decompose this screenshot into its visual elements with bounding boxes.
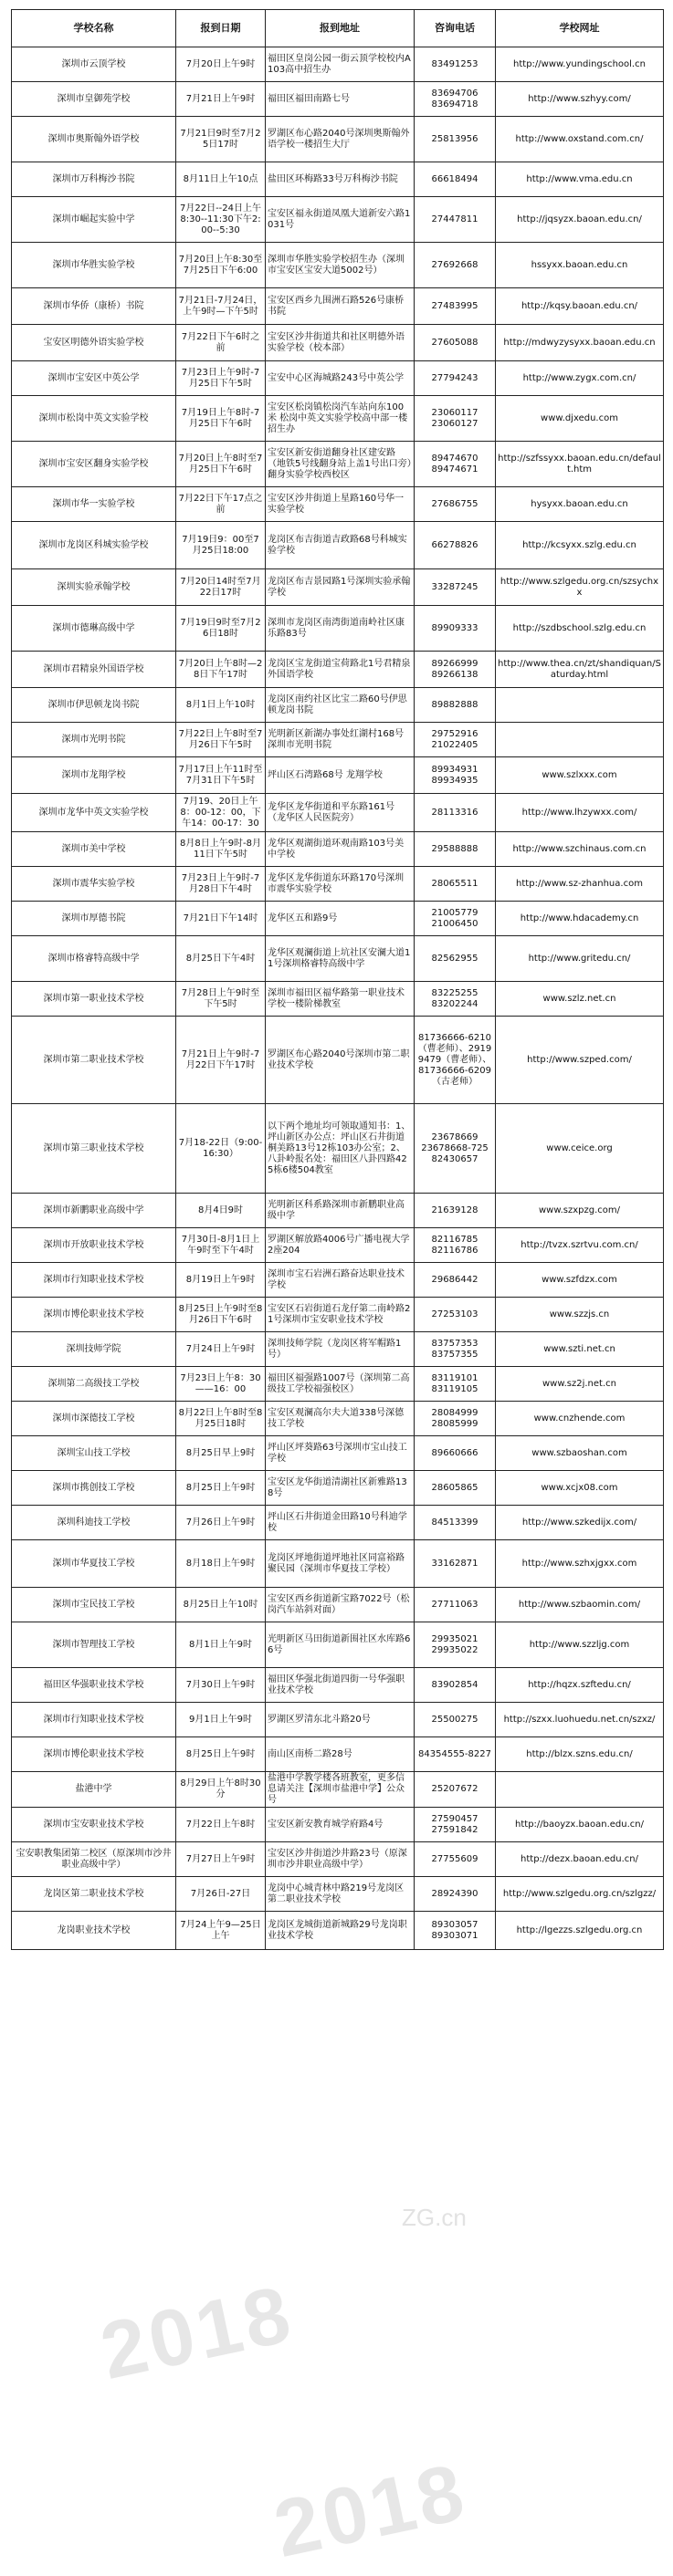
website-cell[interactable]: http://www.szped.com/ bbox=[496, 1017, 664, 1104]
header-report-date: 报到日期 bbox=[176, 10, 266, 47]
phone-cell: 29935021 29935022 bbox=[415, 1622, 496, 1668]
table-row bbox=[12, 936, 664, 982]
report-date-cell: 7月30日上午9时 bbox=[176, 1668, 266, 1703]
table-row bbox=[12, 197, 664, 243]
header-school-name: 学校名称 bbox=[12, 10, 176, 47]
school-name-cell: 深圳市华侨（康桥）书院 bbox=[12, 288, 176, 325]
school-name-cell: 盐港中学 bbox=[12, 1772, 176, 1808]
phone-cell: 25500275 bbox=[415, 1703, 496, 1737]
phone-cell: 29752916 21022405 bbox=[415, 723, 496, 757]
table-row bbox=[12, 288, 664, 325]
school-name-cell: 深圳市格睿特高级中学 bbox=[12, 936, 176, 982]
report-address-cell: 宝安区观澜高尔夫大道338号深德技工学校 bbox=[266, 1402, 415, 1436]
school-name-cell: 深圳市第二职业技术学校 bbox=[12, 1017, 176, 1104]
table-row bbox=[12, 442, 664, 487]
website-cell[interactable]: http://www.szlgedu.org.cn/szsychxx bbox=[496, 569, 664, 606]
report-date-cell: 8月25日早上9时 bbox=[176, 1436, 266, 1471]
report-date-cell: 8月25日上午9时 bbox=[176, 1471, 266, 1506]
school-name-cell: 深圳市德琳高级中学 bbox=[12, 606, 176, 652]
report-date-cell: 7月20日14时至7月22日17时 bbox=[176, 569, 266, 606]
report-date-cell: 7月20日上午8时至7月25日下午6时 bbox=[176, 442, 266, 487]
phone-cell: 27755609 bbox=[415, 1842, 496, 1877]
phone-cell: 89934931 89934935 bbox=[415, 757, 496, 794]
website-cell[interactable]: http://www.zygx.com.cn/ bbox=[496, 361, 664, 396]
website-cell[interactable]: www.szxpzg.com/ bbox=[496, 1194, 664, 1228]
report-date-cell: 7月19日9时至7月26日18时 bbox=[176, 606, 266, 652]
table-header-row bbox=[12, 10, 664, 47]
table-row bbox=[12, 1471, 664, 1506]
report-date-cell: 7月19、20日上午8：00-12：00，下午14：00-17：30 bbox=[176, 794, 266, 832]
report-date-cell: 7月24上午9—25日上午 bbox=[176, 1912, 266, 1950]
report-address-cell: 龙华区龙华街道和平东路161号（龙华区人民医院旁） bbox=[266, 794, 415, 832]
website-cell[interactable]: www.szlz.net.cn bbox=[496, 982, 664, 1017]
school-name-cell: 深圳市皇御苑学校 bbox=[12, 82, 176, 117]
phone-cell: 89266999 89266138 bbox=[415, 652, 496, 688]
watermark-year: 2018 bbox=[266, 2446, 475, 2574]
school-name-cell: 深圳市松岗中英文实验学校 bbox=[12, 396, 176, 442]
school-name-cell: 深圳市第三职业技术学校 bbox=[12, 1104, 176, 1194]
school-name-cell: 深圳科迪技工学校 bbox=[12, 1506, 176, 1540]
report-date-cell: 7月19日9：00至7月25日18:00 bbox=[176, 522, 266, 569]
school-name-cell: 深圳市华胜实验学校 bbox=[12, 243, 176, 288]
website-cell[interactable]: http://www.oxstand.com.cn/ bbox=[496, 117, 664, 162]
phone-cell: 28605865 bbox=[415, 1471, 496, 1506]
school-name-cell: 深圳市龙华中英文实验学校 bbox=[12, 794, 176, 832]
phone-cell: 25207672 bbox=[415, 1772, 496, 1808]
phone-cell: 89882888 bbox=[415, 688, 496, 723]
report-date-cell: 7月23日上午8：30——16：00 bbox=[176, 1367, 266, 1402]
table-row bbox=[12, 1104, 664, 1194]
table-row bbox=[12, 902, 664, 936]
table-row bbox=[12, 1588, 664, 1622]
school-name-cell: 深圳第二高级技工学校 bbox=[12, 1367, 176, 1402]
table-row bbox=[12, 1668, 664, 1703]
website-cell[interactable]: http://www.gritedu.cn/ bbox=[496, 936, 664, 982]
school-name-cell: 深圳市宝安区翻身实验学校 bbox=[12, 442, 176, 487]
website-cell bbox=[496, 723, 664, 757]
phone-cell: 28924390 bbox=[415, 1877, 496, 1912]
school-name-cell: 深圳市光明书院 bbox=[12, 723, 176, 757]
table-row bbox=[12, 569, 664, 606]
school-name-cell: 福田区华强职业技术学校 bbox=[12, 1668, 176, 1703]
school-name-cell: 深圳市宝民技工学校 bbox=[12, 1588, 176, 1622]
table-row bbox=[12, 1228, 664, 1263]
table-row bbox=[12, 1506, 664, 1540]
school-name-cell: 宝安区明德外语实验学校 bbox=[12, 325, 176, 361]
table-body bbox=[12, 47, 664, 1950]
phone-cell: 27794243 bbox=[415, 361, 496, 396]
report-date-cell: 9月1日上午9时 bbox=[176, 1703, 266, 1737]
report-address-cell: 深圳市龙岗区南湾街道南岭社区康乐路83号 bbox=[266, 606, 415, 652]
phone-cell: 89660666 bbox=[415, 1436, 496, 1471]
table-row bbox=[12, 325, 664, 361]
website-cell[interactable]: http://www.szhxjgxx.com bbox=[496, 1540, 664, 1588]
school-name-cell: 深圳市开放职业技术学校 bbox=[12, 1228, 176, 1263]
website-cell[interactable]: http://www.szchinaus.com.cn bbox=[496, 832, 664, 867]
report-date-cell: 8月25日下午4时 bbox=[176, 936, 266, 982]
report-date-cell: 8月22日上午8时至8月25日18时 bbox=[176, 1402, 266, 1436]
table-row bbox=[12, 1402, 664, 1436]
report-address-cell: 罗湖区解放路4006号广播电视大学2座204 bbox=[266, 1228, 415, 1263]
school-name-cell: 龙岗区第二职业技术学校 bbox=[12, 1877, 176, 1912]
report-date-cell: 7月22日--24日上午8:30--11:30下午2:00--5:30 bbox=[176, 197, 266, 243]
website-cell[interactable]: www.ceice.org bbox=[496, 1104, 664, 1194]
report-address-cell: 罗湖区布心路2040号深圳奥斯翰外语学校一楼招生大厅 bbox=[266, 117, 415, 162]
report-date-cell: 7月27日上午9时 bbox=[176, 1842, 266, 1877]
report-address-cell: 龙岗区南约社区比宝二路60号伊思顿龙岗书院 bbox=[266, 688, 415, 723]
report-address-cell: 宝安区沙井街道上星路160号华一实验学校 bbox=[266, 487, 415, 522]
report-date-cell: 7月18-22日（9:00-16:30） bbox=[176, 1104, 266, 1194]
school-name-cell: 深圳市崛起实验中学 bbox=[12, 197, 176, 243]
website-cell[interactable]: http://hqzx.szftedu.cn/ bbox=[496, 1668, 664, 1703]
report-address-cell: 深圳市宝石岩洲石路奋达职业技术学校 bbox=[266, 1263, 415, 1298]
table-row bbox=[12, 396, 664, 442]
report-address-cell: 龙华区五和路9号 bbox=[266, 902, 415, 936]
report-date-cell: 7月26日-27日 bbox=[176, 1877, 266, 1912]
phone-cell: 23678669 23678668-725 82430657 bbox=[415, 1104, 496, 1194]
report-address-cell: 龙华区龙华街道东环路170号深圳市震华实验学校 bbox=[266, 867, 415, 902]
report-date-cell: 8月25日上午10时 bbox=[176, 1588, 266, 1622]
phone-cell: 84513399 bbox=[415, 1506, 496, 1540]
school-name-cell: 深圳市美中学校 bbox=[12, 832, 176, 867]
report-date-cell: 8月11日上午10点 bbox=[176, 162, 266, 197]
phone-cell: 28113316 bbox=[415, 794, 496, 832]
website-cell[interactable]: www.szbaoshan.com bbox=[496, 1436, 664, 1471]
school-name-cell: 龙岗职业技术学校 bbox=[12, 1912, 176, 1950]
report-address-cell: 宝安区西乡九围洲石路526号康桥书院 bbox=[266, 288, 415, 325]
report-address-cell: 龙岗区布吉街道吉政路68号科城实验学校 bbox=[266, 522, 415, 569]
school-name-cell: 深圳市伊思顿龙岗书院 bbox=[12, 688, 176, 723]
phone-cell: 28065511 bbox=[415, 867, 496, 902]
website-cell[interactable]: http://www.szbaomin.com/ bbox=[496, 1588, 664, 1622]
phone-cell: 29588888 bbox=[415, 832, 496, 867]
report-date-cell: 7月22日上午8时至7月26日下午5时 bbox=[176, 723, 266, 757]
table-row bbox=[12, 723, 664, 757]
report-address-cell: 坪山区石湾路68号 龙翔学校 bbox=[266, 757, 415, 794]
website-cell[interactable]: http://szdbschool.szlg.edu.cn bbox=[496, 606, 664, 652]
website-cell[interactable]: http://www.yundingschool.cn bbox=[496, 47, 664, 82]
table-row bbox=[12, 652, 664, 688]
table-row bbox=[12, 1194, 664, 1228]
phone-cell: 81736666-6210（曹老师）、29199479（曹老师）、81736666-6209（古老师） bbox=[415, 1017, 496, 1104]
school-name-cell: 深圳市华一实验学校 bbox=[12, 487, 176, 522]
report-date-cell: 8月8日上午9时-8月11日下午5时 bbox=[176, 832, 266, 867]
website-cell[interactable]: http://lgezzs.szlgedu.org.cn bbox=[496, 1912, 664, 1950]
report-date-cell: 7月20日上午9时 bbox=[176, 47, 266, 82]
table-row bbox=[12, 1017, 664, 1104]
phone-cell: 66278826 bbox=[415, 522, 496, 569]
table-row bbox=[12, 1877, 664, 1912]
report-address-cell: 坪山区坪葵路63号深圳市宝山技工学校 bbox=[266, 1436, 415, 1471]
table-row bbox=[12, 1842, 664, 1877]
phone-cell: 83491253 bbox=[415, 47, 496, 82]
table-row bbox=[12, 982, 664, 1017]
report-date-cell: 7月21日-7月24日，上午9时—下午5时 bbox=[176, 288, 266, 325]
phone-cell: 27253103 bbox=[415, 1298, 496, 1332]
phone-cell: 84354555-8227 bbox=[415, 1737, 496, 1772]
report-address-cell: 龙岗区布吉景园路1号深圳实验承翰学校 bbox=[266, 569, 415, 606]
report-address-cell: 宝安区新安街道翻身社区建安路（地铁5号线翻身站上盖1号出口旁）翻身实验学校西校区 bbox=[266, 442, 415, 487]
phone-cell: 27447811 bbox=[415, 197, 496, 243]
phone-cell: 89303057 89303071 bbox=[415, 1912, 496, 1950]
phone-cell: 83225255 83202244 bbox=[415, 982, 496, 1017]
phone-cell: 89474670 89474671 bbox=[415, 442, 496, 487]
phone-cell: 28084999 28085999 bbox=[415, 1402, 496, 1436]
school-name-cell: 深圳市君精泉外国语学校 bbox=[12, 652, 176, 688]
report-address-cell: 福田区福强路1007号（深圳第二高级技工学校福强校区） bbox=[266, 1367, 415, 1402]
website-cell[interactable]: http://www.szhyy.com/ bbox=[496, 82, 664, 117]
website-cell[interactable]: http://www.thea.cn/zt/shandiquan/Saturday.html bbox=[496, 652, 664, 688]
website-cell[interactable]: http://www.szzljg.com bbox=[496, 1622, 664, 1668]
report-address-cell: 福田区皇岗公园一街云顶学校校内A103高中招生办 bbox=[266, 47, 415, 82]
report-address-cell: 罗湖区罗清东北斗路20号 bbox=[266, 1703, 415, 1737]
report-address-cell: 宝安中心区海城路243号中英公学 bbox=[266, 361, 415, 396]
school-name-cell: 深圳市龙翔学校 bbox=[12, 757, 176, 794]
report-address-cell: 龙华区观澜街道上坑社区安澜大道11号深圳格睿特高级中学 bbox=[266, 936, 415, 982]
report-address-cell: 宝安区石岩街道石龙仔第二南岭路21号深圳市宝安职业技术学校 bbox=[266, 1298, 415, 1332]
report-address-cell: 深圳市华胜实验学校招生办（深圳市宝安区宝安大道5002号） bbox=[266, 243, 415, 288]
report-date-cell: 8月4日9时 bbox=[176, 1194, 266, 1228]
website-cell[interactable]: www.szzjs.cn bbox=[496, 1298, 664, 1332]
phone-cell: 27686755 bbox=[415, 487, 496, 522]
school-name-cell: 深圳市新鹏职业高级中学 bbox=[12, 1194, 176, 1228]
report-date-cell: 8月1日上午10时 bbox=[176, 688, 266, 723]
website-cell[interactable]: www.szfdzx.com bbox=[496, 1263, 664, 1298]
website-cell[interactable]: http://tvzx.szrtvu.com.cn/ bbox=[496, 1228, 664, 1263]
report-date-cell: 8月1日上午9时 bbox=[176, 1622, 266, 1668]
report-address-cell: 深圳市福田区福华路第一职业技术学校一楼阶梯教室 bbox=[266, 982, 415, 1017]
report-date-cell: 7月20日上午8:30至7月25日下午6:00 bbox=[176, 243, 266, 288]
table-row bbox=[12, 1772, 664, 1808]
report-date-cell: 7月19日上午8时-7月25日下午6时 bbox=[176, 396, 266, 442]
table-row bbox=[12, 1912, 664, 1950]
table-row bbox=[12, 794, 664, 832]
report-date-cell: 7月26日上午9时 bbox=[176, 1506, 266, 1540]
report-address-cell: 盐田区环梅路33号万科梅沙书院 bbox=[266, 162, 415, 197]
report-date-cell: 7月21日下午14时 bbox=[176, 902, 266, 936]
table-row bbox=[12, 1808, 664, 1842]
table-row bbox=[12, 82, 664, 117]
report-date-cell: 8月19日上午9时 bbox=[176, 1263, 266, 1298]
report-date-cell: 7月22日下午6时之前 bbox=[176, 325, 266, 361]
watermark-site: ZG.cn bbox=[402, 2204, 467, 2231]
website-cell[interactable]: www.sz2j.net.cn bbox=[496, 1367, 664, 1402]
report-date-cell: 8月25日上午9时至8月26日下午6时 bbox=[176, 1298, 266, 1332]
table-row bbox=[12, 867, 664, 902]
report-date-cell: 8月18日上午9时 bbox=[176, 1540, 266, 1588]
table-row bbox=[12, 757, 664, 794]
phone-cell: 33162871 bbox=[415, 1540, 496, 1588]
report-address-cell: 光明新区新湖办事处红湖村168号深圳市光明书院 bbox=[266, 723, 415, 757]
table-row bbox=[12, 162, 664, 197]
table-row bbox=[12, 487, 664, 522]
phone-cell: 27483995 bbox=[415, 288, 496, 325]
table-row bbox=[12, 688, 664, 723]
website-cell[interactable]: http://jqsyzx.baoan.edu.cn/ bbox=[496, 197, 664, 243]
website-cell[interactable]: www.szlxxx.com bbox=[496, 757, 664, 794]
report-address-cell: 宝安区松岗镇松岗汽车站向东100米 松岗中英文实验学校高中部一楼招生办 bbox=[266, 396, 415, 442]
school-name-cell: 深圳技师学院 bbox=[12, 1332, 176, 1367]
website-cell bbox=[496, 688, 664, 723]
website-cell bbox=[496, 1772, 664, 1808]
school-name-cell: 深圳实验承翰学校 bbox=[12, 569, 176, 606]
report-address-cell: 光明新区马田街道新围社区水库路66号 bbox=[266, 1622, 415, 1668]
header-report-address: 报到地址 bbox=[266, 10, 415, 47]
school-name-cell: 深圳市万科梅沙书院 bbox=[12, 162, 176, 197]
website-cell[interactable]: http://baoyzx.baoan.edu.cn/ bbox=[496, 1808, 664, 1842]
website-cell[interactable]: http://www.sz-zhanhua.com bbox=[496, 867, 664, 902]
table-row bbox=[12, 606, 664, 652]
table-row bbox=[12, 522, 664, 569]
phone-cell: 82562955 bbox=[415, 936, 496, 982]
report-date-cell: 7月23日上午9时-7月28日下午4时 bbox=[176, 867, 266, 902]
table-row bbox=[12, 361, 664, 396]
table-row bbox=[12, 832, 664, 867]
report-date-cell: 7月21日上午9时 bbox=[176, 82, 266, 117]
report-date-cell: 7月22日下午17点之前 bbox=[176, 487, 266, 522]
school-name-cell: 深圳市深德技工学校 bbox=[12, 1402, 176, 1436]
school-name-cell: 深圳市宝安区中英公学 bbox=[12, 361, 176, 396]
website-cell[interactable]: http://www.szkedijx.com/ bbox=[496, 1506, 664, 1540]
phone-cell: 29686442 bbox=[415, 1263, 496, 1298]
phone-cell: 82116785 82116786 bbox=[415, 1228, 496, 1263]
report-address-cell: 福田区华强北街道四街一号华强职业技术学校 bbox=[266, 1668, 415, 1703]
report-date-cell: 7月30日-8月1日上午9时至下午4时 bbox=[176, 1228, 266, 1263]
school-name-cell: 深圳市行知职业技术学校 bbox=[12, 1263, 176, 1298]
school-registration-table bbox=[11, 9, 664, 1950]
report-address-cell: 龙岗中心城青林中路219号龙岗区第二职业技术学校 bbox=[266, 1877, 415, 1912]
website-cell[interactable]: http://blzx.szns.edu.cn/ bbox=[496, 1737, 664, 1772]
website-cell[interactable]: www.xcjx08.com bbox=[496, 1471, 664, 1506]
phone-cell: 21005779 21006450 bbox=[415, 902, 496, 936]
phone-cell: 83694706 83694718 bbox=[415, 82, 496, 117]
website-cell[interactable]: http://kqsy.baoan.edu.cn/ bbox=[496, 288, 664, 325]
phone-cell: 27590457 27591842 bbox=[415, 1808, 496, 1842]
report-address-cell: 光明新区科系路深圳市新鹏职业高级中学 bbox=[266, 1194, 415, 1228]
report-address-cell: 龙华区观湖街道环观南路103号美中学校 bbox=[266, 832, 415, 867]
report-date-cell: 7月24日上午9时 bbox=[176, 1332, 266, 1367]
table-row bbox=[12, 1367, 664, 1402]
report-date-cell: 7月28日上午9时至下午5时 bbox=[176, 982, 266, 1017]
website-cell[interactable]: www.szti.net.cn bbox=[496, 1332, 664, 1367]
phone-cell: 27605088 bbox=[415, 325, 496, 361]
report-address-cell: 坪山区石井街道金田路10号科迪学校 bbox=[266, 1506, 415, 1540]
phone-cell: 83902854 bbox=[415, 1668, 496, 1703]
table-row bbox=[12, 1263, 664, 1298]
phone-cell: 27711063 bbox=[415, 1588, 496, 1622]
phone-cell: 83757353 83757355 bbox=[415, 1332, 496, 1367]
report-date-cell: 7月21日9时至7月25日17时 bbox=[176, 117, 266, 162]
phone-cell: 83119101 83119105 bbox=[415, 1367, 496, 1402]
report-address-cell: 宝安区沙井街道共和社区明德外语实验学校（校本部） bbox=[266, 325, 415, 361]
report-address-cell: 宝安区西乡街道新宝路7022号（松岗汽车站斜对面） bbox=[266, 1588, 415, 1622]
school-name-cell: 深圳市龙岗区科城实验学校 bbox=[12, 522, 176, 569]
table-row bbox=[12, 117, 664, 162]
website-cell[interactable]: http://www.lhzywxx.com/ bbox=[496, 794, 664, 832]
school-name-cell: 深圳市奥斯翰外语学校 bbox=[12, 117, 176, 162]
phone-cell: 33287245 bbox=[415, 569, 496, 606]
school-name-cell: 深圳市博伦职业技术学校 bbox=[12, 1737, 176, 1772]
report-date-cell: 7月23日上午9时-7月25日下午5时 bbox=[176, 361, 266, 396]
table-row bbox=[12, 1540, 664, 1588]
phone-cell: 25813956 bbox=[415, 117, 496, 162]
school-name-cell: 深圳市震华实验学校 bbox=[12, 867, 176, 902]
report-address-cell: 罗湖区布心路2040号深圳市第二职业技术学校 bbox=[266, 1017, 415, 1104]
report-address-cell: 龙岗区坪地街道坪地社区同富裕路聚民园（深圳市华夏技工学校） bbox=[266, 1540, 415, 1588]
website-cell[interactable]: http://mdwyzysyxx.baoan.edu.cn bbox=[496, 325, 664, 361]
report-date-cell: 7月22日上午8时 bbox=[176, 1808, 266, 1842]
website-cell[interactable]: hssyxx.baoan.edu.cn bbox=[496, 243, 664, 288]
table-row bbox=[12, 243, 664, 288]
report-address-cell: 龙岗区龙城街道新城路29号龙岗职业技术学校 bbox=[266, 1912, 415, 1950]
table-row bbox=[12, 1703, 664, 1737]
header-website: 学校网址 bbox=[496, 10, 664, 47]
report-address-cell: 以下两个地址均可领取通知书：1、坪山新区办公点：坪山区石井街道桐美路13号12栋103办公室；2、八卦岭报名处：福田区八卦四路425栋6楼504教室 bbox=[266, 1104, 415, 1194]
watermark-year: 2018 bbox=[92, 2268, 301, 2396]
school-name-cell: 宝安职教集团第二校区（原深圳市沙井职业高级中学） bbox=[12, 1842, 176, 1877]
table-row bbox=[12, 1622, 664, 1668]
report-address-cell: 宝安区龙华街道清湖社区新雅路138号 bbox=[266, 1471, 415, 1506]
school-name-cell: 深圳市博伦职业技术学校 bbox=[12, 1298, 176, 1332]
report-address-cell: 龙岗区宝龙街道宝荷路北1号君精泉外国语学校 bbox=[266, 652, 415, 688]
school-name-cell: 深圳市携创技工学校 bbox=[12, 1471, 176, 1506]
report-address-cell: 宝安区沙井街道沙井路23号（原深圳市沙井职业高级中学） bbox=[266, 1842, 415, 1877]
report-address-cell: 福田区福田南路七号 bbox=[266, 82, 415, 117]
website-cell[interactable]: http://kcsyxx.szlg.edu.cn bbox=[496, 522, 664, 569]
school-name-cell: 深圳市行知职业技术学校 bbox=[12, 1703, 176, 1737]
website-cell[interactable]: http://szxx.luohuedu.net.cn/szxz/ bbox=[496, 1703, 664, 1737]
report-address-cell: 宝安区福永街道凤凰大道新安六路1031号 bbox=[266, 197, 415, 243]
school-name-cell: 深圳市宝安职业技术学校 bbox=[12, 1808, 176, 1842]
school-name-cell: 深圳宝山技工学校 bbox=[12, 1436, 176, 1471]
phone-cell: 66618494 bbox=[415, 162, 496, 197]
report-address-cell: 南山区南桥二路28号 bbox=[266, 1737, 415, 1772]
header-phone: 咨询电话 bbox=[415, 10, 496, 47]
school-name-cell: 深圳市云顶学校 bbox=[12, 47, 176, 82]
report-address-cell: 宝安区新安教育城学府路4号 bbox=[266, 1808, 415, 1842]
report-date-cell: 7月21日上午9时-7月22日下午17时 bbox=[176, 1017, 266, 1104]
report-date-cell: 8月25日上午9时 bbox=[176, 1737, 266, 1772]
website-cell[interactable]: www.djxedu.com bbox=[496, 396, 664, 442]
phone-cell: 23060117 23060127 bbox=[415, 396, 496, 442]
website-cell[interactable]: http://dezx.baoan.edu.cn/ bbox=[496, 1842, 664, 1877]
website-cell[interactable]: http://www.vma.edu.cn bbox=[496, 162, 664, 197]
school-name-cell: 深圳市第一职业技术学校 bbox=[12, 982, 176, 1017]
table-row bbox=[12, 47, 664, 82]
website-cell[interactable]: http://szfssyxx.baoan.edu.cn/default.htm bbox=[496, 442, 664, 487]
phone-cell: 27692668 bbox=[415, 243, 496, 288]
school-name-cell: 深圳市厚德书院 bbox=[12, 902, 176, 936]
report-date-cell: 7月17日上午11时至7月31日下午5时 bbox=[176, 757, 266, 794]
table-row bbox=[12, 1332, 664, 1367]
table-row bbox=[12, 1298, 664, 1332]
table-row bbox=[12, 1436, 664, 1471]
report-address-cell: 深圳技师学院（龙岗区将军帽路1号） bbox=[266, 1332, 415, 1367]
table-row bbox=[12, 1737, 664, 1772]
school-name-cell: 深圳市华夏技工学校 bbox=[12, 1540, 176, 1588]
phone-cell: 21639128 bbox=[415, 1194, 496, 1228]
report-date-cell: 8月29日上午8时30分 bbox=[176, 1772, 266, 1808]
website-cell[interactable]: www.cnzhende.com bbox=[496, 1402, 664, 1436]
website-cell[interactable]: http://www.szlgedu.org.cn/szlgzz/ bbox=[496, 1877, 664, 1912]
report-address-cell: 盐港中学教学楼各班教室，更多信息请关注【深圳市盐港中学】公众号 bbox=[266, 1772, 415, 1808]
website-cell[interactable]: hysyxx.baoan.edu.cn bbox=[496, 487, 664, 522]
school-name-cell: 深圳市智理技工学校 bbox=[12, 1622, 176, 1668]
phone-cell: 89909333 bbox=[415, 606, 496, 652]
report-date-cell: 7月20日上午8时—28日下午17时 bbox=[176, 652, 266, 688]
website-cell[interactable]: http://www.hdacademy.cn bbox=[496, 902, 664, 936]
